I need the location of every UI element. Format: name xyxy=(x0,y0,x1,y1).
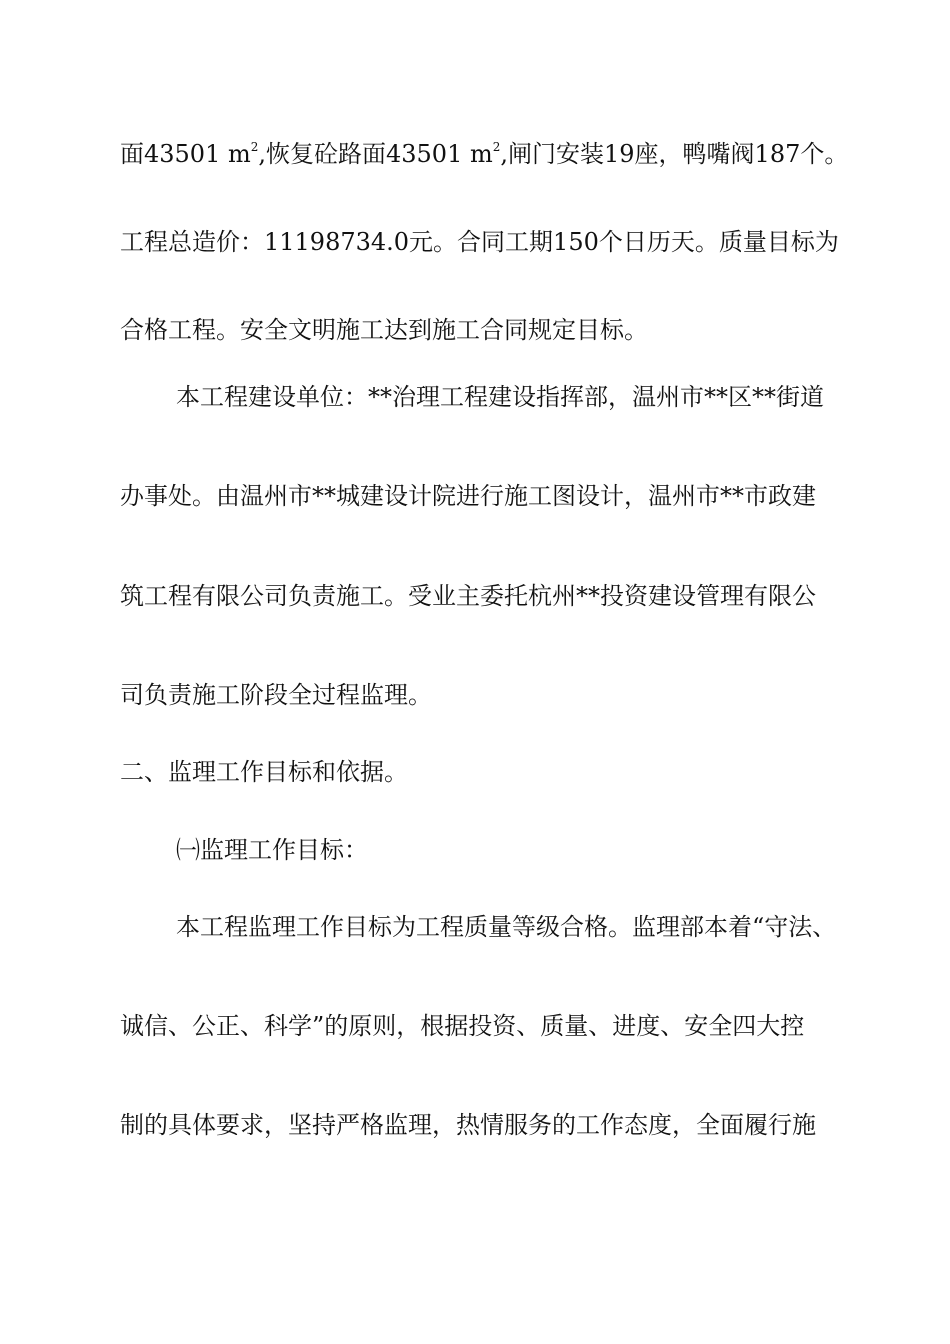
subsection-heading: ㈠监理工作目标： xyxy=(176,836,368,864)
paragraph-line-3: 合格工程。安全文明施工达到施工合同规定目标。 xyxy=(120,316,648,344)
text-segment: 面43501 m xyxy=(120,140,251,168)
section-heading: 二、监理工作目标和依据。 xyxy=(120,758,408,786)
text-segment: ,恢复砼路面43501 m xyxy=(258,140,493,168)
text-segment: ,闸门安装19座，鸭嘴阀187个。 xyxy=(500,140,849,168)
paragraph-line-10: 制的具体要求，坚持严格监理，热情服务的工作态度，全面履行施 xyxy=(120,1111,816,1139)
superscript-2: 2 xyxy=(250,140,259,154)
paragraph-line-8: 本工程监理工作目标为工程质量等级合格。监理部本着“守法、 xyxy=(176,913,837,941)
paragraph-line-4: 本工程建设单位：**治理工程建设指挥部，温州市**区**街道 xyxy=(176,383,824,411)
superscript-2: 2 xyxy=(492,140,501,154)
paragraph-line-1 xyxy=(120,138,848,170)
paragraph-line-6: 筑工程有限公司负责施工。受业主委托杭州**投资建设管理有限公 xyxy=(120,582,816,610)
paragraph-line-7: 司负责施工阶段全过程监理。 xyxy=(120,681,432,709)
paragraph-line-2: 工程总造价：11198734.0元。合同工期150个日历天。质量目标为 xyxy=(120,228,839,256)
paragraph-line-9: 诚信、公正、科学”的原则，根据投资、质量、进度、安全四大控 xyxy=(120,1012,805,1040)
paragraph-line-5: 办事处。由温州市**城建设计院进行施工图设计，温州市**市政建 xyxy=(120,482,816,510)
